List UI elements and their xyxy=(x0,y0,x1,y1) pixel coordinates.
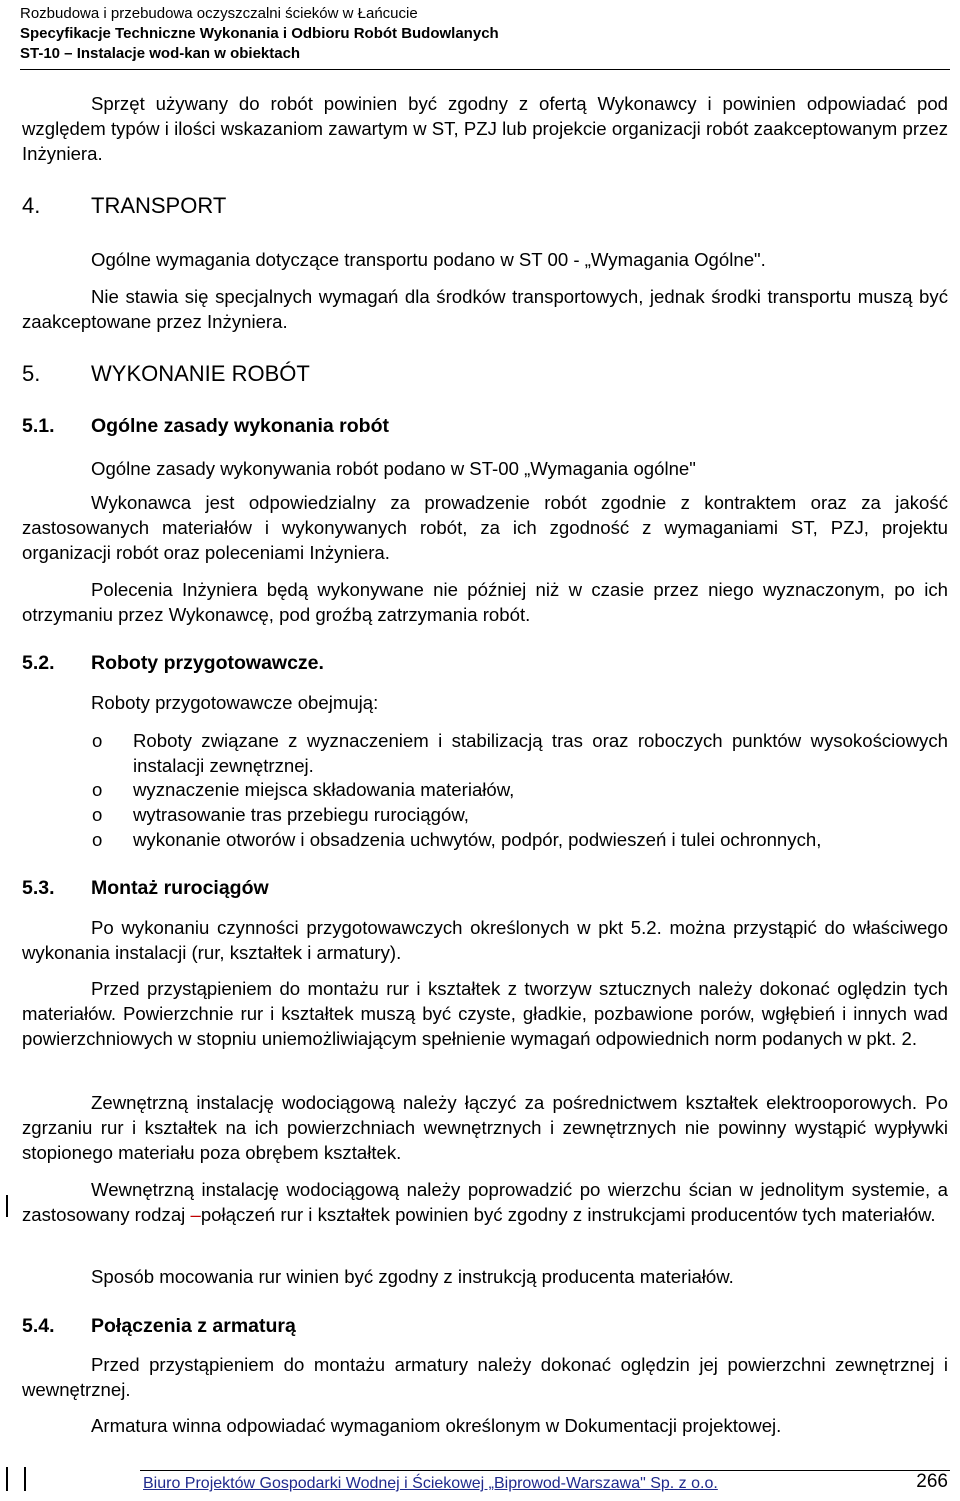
section-5-2-title: Roboty przygotowawcze. xyxy=(91,652,324,674)
section-5-3-paragraph-5: Sposób mocowania rur winien być zgodny z instrukcją producenta materiałów. xyxy=(91,1266,734,1287)
page-number: 266 xyxy=(916,1471,948,1492)
footer-company: Biuro Projektów Gospodarki Wodnej i Ściekowej „Biprowod-Warszawa" Sp. z o.o. xyxy=(143,1475,718,1492)
list-bullet: o xyxy=(92,804,103,825)
section-5-1-paragraph-3: Polecenia Inżyniera będą wykonywane nie później niż w czasie przez niego wyznaczonym, po ich otrzymaniu przez Wykonawcę, pod groźbą zatrzymania robót. xyxy=(22,579,948,625)
section-5-1-title: Ogólne zasady wykonania robót xyxy=(91,415,389,437)
section-5-3-paragraph-4 xyxy=(22,1177,948,1227)
section-5-4-number: 5.4. xyxy=(22,1315,55,1337)
section-5-title: WYKONANIE ROBÓT xyxy=(91,361,310,386)
revision-bar xyxy=(6,1467,8,1491)
list-bullet: o xyxy=(92,779,103,800)
list-item: wykonanie otworów i obsadzenia uchwytów, podpór, podwieszeń i tulei ochronnych, xyxy=(133,829,822,850)
section-4-paragraph-2: Nie stawia się specjalnych wymagań dla środków transportowych, jednak środki transportu muszą być zaakceptowane przez Inżyniera. xyxy=(22,286,948,332)
section-5-1-number: 5.1. xyxy=(22,415,55,437)
section-5-2-number: 5.2. xyxy=(22,652,55,674)
revision-bar xyxy=(24,1467,26,1491)
revision-bar xyxy=(6,1195,8,1217)
section-5-3-paragraph-1: Po wykonaniu czynności przygotowawczych określonych w pkt 5.2. można przystąpić do właściwego wykonania instalacji (rur, kształtek i armatury). xyxy=(22,917,948,963)
header-project-title: Rozbudowa i przebudowa oczyszczalni ścieków w Łańcucie xyxy=(20,5,418,22)
list-item: wyznaczenie miejsca składowania materiałów, xyxy=(133,779,515,800)
header-spec-title: Specyfikacje Techniczne Wykonania i Odbioru Robót Budowlanych xyxy=(20,25,499,42)
section-5-3-paragraph-2: Przed przystąpieniem do montażu rur i kształtek z tworzyw sztucznych należy dokonać oględzin tych materiałów. Powierzchnie rur i kształtek muszą być czyste, gładkie, pozbawione porów, wgłębień i innych wad powierzchniowych w stopniu uniemożliwiającym spełnienie wymagań odpowiednich norm podanych w pkt. 2. xyxy=(22,978,948,1049)
section-5-4-paragraph-2: Armatura winna odpowiadać wymaganiom określonym w Dokumentacji projektowej. xyxy=(91,1415,782,1436)
list-bullet: o xyxy=(92,829,103,850)
section-5-3-title: Montaż rurociągów xyxy=(91,877,269,899)
section-5-4-title: Połączenia z armaturą xyxy=(91,1315,296,1337)
paragraph-4-part-2: połączeń rur i kształtek powinien być zgodny z instrukcjami producentów tych materiałów. xyxy=(200,1204,936,1225)
section-5-1-paragraph-2: Wykonawca jest odpowiedzialny za prowadzenie robót zgodnie z kontraktem oraz za jakość zastosowanych materiałów i wykonywanych robót, za ich zgodność z wymaganiami ST, PZJ, projektu organizacji robót oraz poleceniami Inżyniera. xyxy=(22,492,948,563)
footer-rule xyxy=(140,1470,950,1471)
section-4-paragraph-1: Ogólne wymagania dotyczące transportu podano w ST 00 - „Wymagania Ogólne". xyxy=(91,249,766,270)
section-5-2-lead: Roboty przygotowawcze obejmują: xyxy=(91,692,379,713)
section-5-4-paragraph-1: Przed przystąpieniem do montażu armatury należy dokonać oględzin jej powierzchni zewnętrznej i wewnętrznej. xyxy=(22,1354,948,1400)
section-5-3-paragraph-3: Zewnętrzną instalację wodociągową należy łączyć za pośrednictwem kształtek elektrooporowych. Po zgrzaniu rur i kształtek na ich powierzchniach wewnętrznych i zewnętrznych nie powinny wystąpić wypływki stopionego materiału poza obrębem kształtek. xyxy=(22,1092,948,1163)
section-5-number: 5. xyxy=(22,361,41,386)
header-section-code: ST-10 – Instalacje wod-kan w obiektach xyxy=(20,45,301,62)
page-header xyxy=(20,4,950,70)
section-4-number: 4. xyxy=(22,193,41,218)
list-item: wytrasowanie tras przebiegu rurociągów, xyxy=(133,804,469,825)
section-5-1-paragraph-1: Ogólne zasady wykonywania robót podano w ST-00 „Wymagania ogólne" xyxy=(91,458,696,479)
list-bullet: o xyxy=(92,730,103,751)
section-4-title: TRANSPORT xyxy=(91,193,227,218)
paragraph-4-part-1: Wewnętrzną instalację wodociągową należy poprowadzić po wierzchu ścian w jednolitym systemie, a zastosowany rodzaj xyxy=(22,1179,948,1225)
intro-paragraph: Sprzęt używany do robót powinien być zgodny z ofertą Wykonawcy i powinien odpowiadać pod względem typów i ilości wskazaniom zawartym w ST, PZJ lub projekcie organizacji robót zaakceptowanym przez Inżyniera. xyxy=(22,93,948,164)
inserted-dash: – xyxy=(190,1204,201,1225)
list-item: Roboty związane z wyznaczeniem i stabilizacją tras oraz roboczych punktów wysokościowych instalacji zewnętrznej. xyxy=(133,730,948,776)
section-5-3-number: 5.3. xyxy=(22,877,55,899)
